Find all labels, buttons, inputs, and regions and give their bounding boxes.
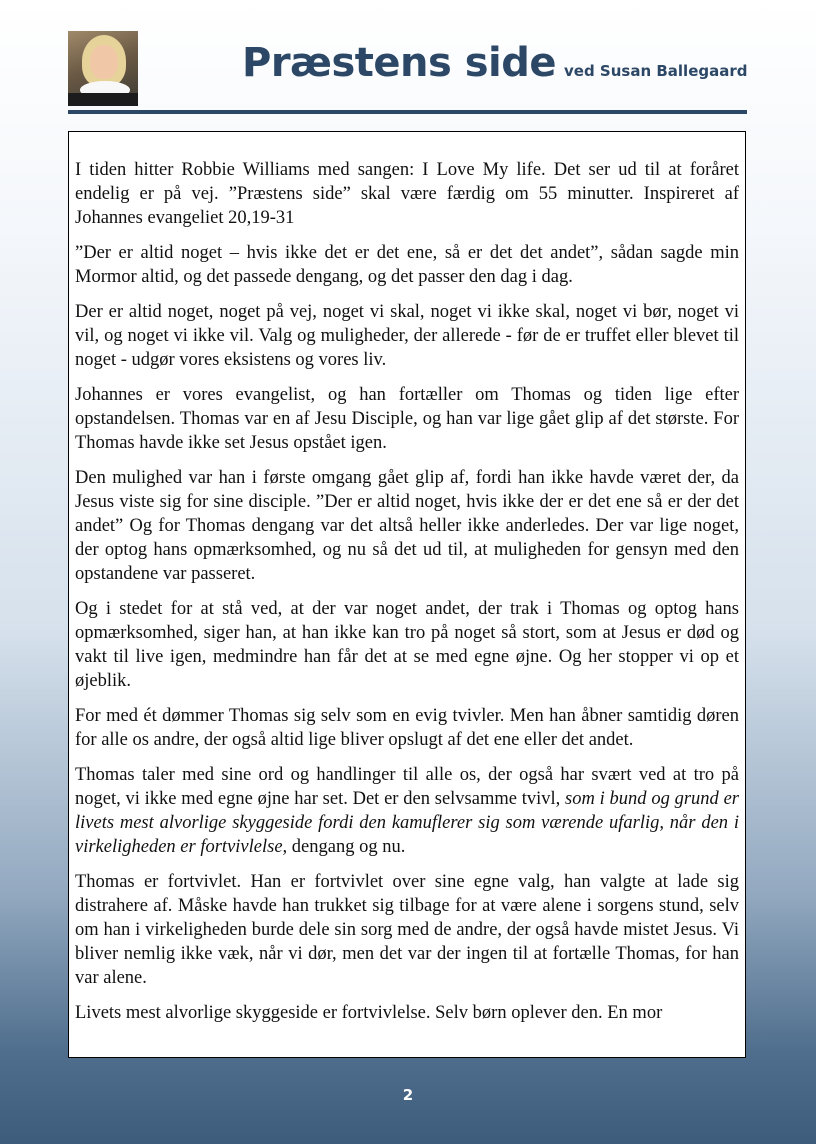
paragraph-9: Thomas er fortvivlet. Han er fortvivlet over sine egne valg, han valgte at lade sig distrahere af. Måske havde han trukket sig tilbage for at være alene i sorgens stund, selv om han i virkeligheden burde dele sin sorg med de andre, der også havde mistet Jesus. Vi bliver nemlig ikke væk, når vi dør, men det var der ingen til at fortælle Thomas, for han var alene. [75, 872, 739, 988]
author-portrait [68, 31, 138, 106]
paragraph-10: Livets mest alvorlige skyggeside er fortvivlelse. Selv børn oplever den. En mor [75, 1003, 663, 1023]
article-body [68, 131, 746, 1058]
paragraph-2: ”Der er altid noget – hvis ikke det er det ene, så er det det andet”, sådan sagde min Mormor altid, og det passede dengang, og det passer den dag i dag. [75, 243, 739, 287]
paragraph-8-italic: som i bund og grund er livets mest alvorlige skyggeside fordi den kamuflerer sig som værende ufarlig, når den i virkeligheden er fortvivlelse, [75, 789, 739, 857]
paragraph-7: For med ét dømmer Thomas sig selv som en evig tvivler. Men han åbner samtidig døren for alle os andre, der også altid lige bliver opslugt af det ene eller det andet. [75, 706, 739, 750]
paragraph-6: Og i stedet for at stå ved, at der var noget andet, der trak i Thomas og optog hans opmærksomhed, siger han, at han ikke kan tro på noget så stort, som at Jesus er død og vakt til live igen, medmindre han får det at se med egne øjne. Og her stopper vi op et øjeblik. [75, 599, 739, 691]
paragraph-5: Den mulighed var han i første omgang gået glip af, fordi han ikke havde været der, da Jesus viste sig for sine disciple. ”Der er altid noget, hvis ikke der er det ene så er der det andet” Og for Thomas dengang var det altså heller ikke anderledes. Der var lige noget, der optog hans opmærksomhed, og nu så det ud til, at muligheden for gensyn med den opstandene var passeret. [75, 468, 739, 584]
page-number: 2 [402, 1086, 414, 1104]
paragraph-4: Johannes er vores evangelist, og han fortæller om Thomas og tiden lige efter opstandelsen. Thomas var en af Jesu Disciple, og han var lige gået glip af det største. For Thomas havde ikke set Jesus opstået igen. [75, 385, 739, 453]
paragraph-3: Der er altid noget, noget på vej, noget vi skal, noget vi ikke skal, noget vi bør, noget vi vil, og noget vi ikke vil. Valg og muligheder, der allerede - før de er truffet eller blevet til noget - udgør vores eksistens og vores liv. [75, 302, 739, 370]
paragraph-8-tail: dengang og nu. [287, 837, 406, 857]
paragraph-1: I tiden hitter Robbie Williams med sangen: I Love My life. Det ser ud til at foråret endelig er på vej. ”Præstens side” skal være færdig om 55 minutter. Inspireret af Johannes evangeliet 20,19-31 [75, 160, 739, 228]
paragraph-8 [75, 763, 739, 859]
page-header [242, 40, 748, 86]
paragraph-8-text: Thomas taler med sine ord og handlinger til alle os, der også har svært ved at tro på noget, vi ikke med egne øjne har set. Det er den selvsamme tvivl, [75, 765, 739, 809]
header-divider [68, 110, 747, 114]
author-byline: ved Susan Ballegaard [564, 62, 748, 80]
page-title: Præstens side [242, 40, 557, 86]
